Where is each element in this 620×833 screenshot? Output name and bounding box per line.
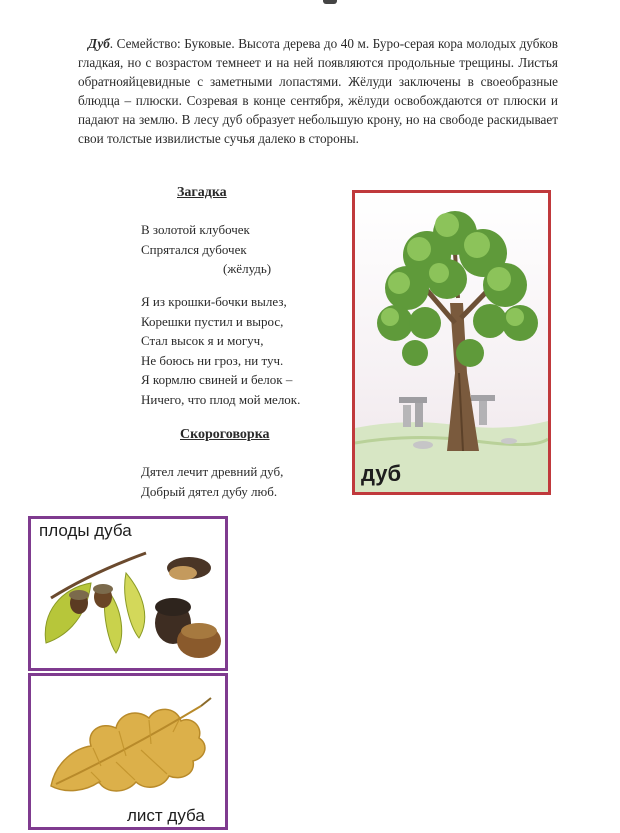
- oak-tree-illustration: [355, 193, 548, 492]
- intro-paragraph: [78, 34, 558, 148]
- leaf-caption: лист дуба: [127, 806, 205, 825]
- poem-line: Стал высок я и могуч,: [141, 333, 264, 348]
- tree-caption: дуб: [361, 461, 402, 486]
- riddle-answer: (жёлудь): [223, 261, 272, 276]
- poem-line: Корешки пустил и вырос,: [141, 313, 284, 329]
- oak-leaf-card: [28, 673, 228, 830]
- twister-line: Добрый дятел дубу люб.: [141, 483, 278, 499]
- twister-line: Дятел лечит древний дуб,: [141, 464, 284, 479]
- page-top-fragment: [323, 0, 337, 4]
- poem-line: Ничего, что плод мой мелок.: [141, 391, 301, 407]
- oak-fruits-illustration: [31, 543, 225, 668]
- fruits-caption: плоды дуба: [39, 521, 132, 540]
- riddle-heading: Загадка: [177, 185, 227, 200]
- species-name: Дуб: [88, 36, 110, 51]
- tongue-twister-heading: Скороговорка: [180, 427, 270, 442]
- poem-line: Не боюсь ни гроз, ни туч.: [141, 352, 284, 368]
- poem-line: Я кормлю свиней и белок –: [141, 372, 293, 387]
- oak-fruits-card: [28, 516, 228, 671]
- riddle-line: Спрятался дубочек: [141, 241, 247, 257]
- tongue-twister-verse: [141, 462, 283, 501]
- oak-leaf-illustration: [31, 676, 225, 827]
- oak-tree-card: [352, 190, 551, 495]
- intro-text: . Семейство: Буковые. Высота дерева до 40 м. Буро-серая кора молодых дубков гладкая, но с возрастом темнеет и на ней появляются продольные трещины. Листья обратнояйцевидные с заметными лопастями. Жёлуди заключены в своеобразные блюдца – плюски. Созревая в конце сентября, жёлуди освобождаются от плюски и падают на землю. В лесу дуб образует небольшую крону, но на свободе раскидывает свои толстые извилистые сучья далеко в стороны.: [78, 36, 558, 146]
- riddle-line: В золотой клубочек: [141, 222, 250, 237]
- riddle-verse: [141, 220, 271, 279]
- poem-line: Я из крошки-бочки вылез,: [141, 294, 287, 309]
- riddle-poem: [141, 292, 300, 409]
